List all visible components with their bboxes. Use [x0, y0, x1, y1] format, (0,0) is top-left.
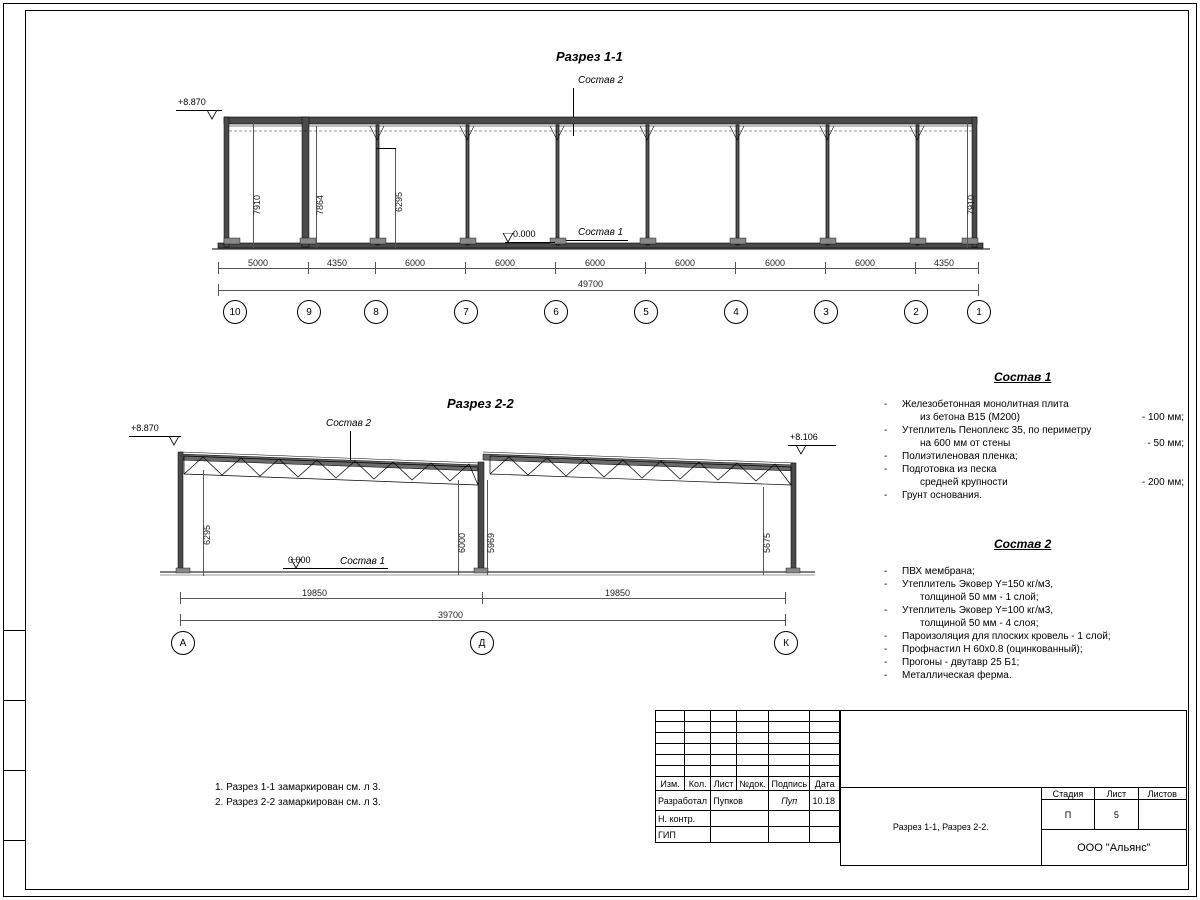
axis-bubble-10: 10: [223, 300, 247, 324]
spec1-bullet-4: -: [884, 451, 888, 462]
hdim2-1: 19850: [302, 588, 328, 598]
vdim-line-2: [316, 126, 317, 248]
section2-callout-top: Состав 2: [326, 418, 372, 429]
spec2-bullet-2: [884, 591, 920, 604]
spec1-text-1: из бетона В15 (М200): [920, 412, 1020, 423]
hdim-8: 6000: [855, 258, 876, 268]
spec1-bullet-0: -: [884, 399, 888, 410]
hdim-tick: [915, 262, 916, 274]
hdim-2: 4350: [327, 258, 348, 268]
vdim2-4: 5675: [762, 532, 772, 553]
stamp-header-ndok: №док.: [736, 777, 768, 791]
elev-arrow-5: [290, 559, 302, 569]
vdim2-line-4: [763, 487, 764, 575]
spec2-bullet-4: [884, 617, 920, 630]
stamp-header-list: Лист: [711, 777, 737, 791]
spec2-text-4: толщиной 50 мм - 4 слоя;: [920, 618, 1039, 629]
note-1: 1. Разрез 1-1 замаркирован см. л 3.: [215, 782, 381, 793]
hdim-3: 6000: [405, 258, 426, 268]
spec1-text-2: Утеплитель Пеноплекс 35, по периметру: [902, 425, 1092, 436]
section1-zero-elevation: 0.000: [513, 229, 536, 239]
hdim-tick: [555, 262, 556, 274]
axis-bubble-K: К: [774, 631, 798, 655]
spec1-bullet-2: -: [884, 425, 888, 436]
axis-bubble-9: 9: [297, 300, 321, 324]
stamp-sign-1: [769, 811, 810, 827]
hdim-total-line-1: [218, 290, 978, 291]
title-block: [655, 710, 1187, 888]
section2-title: Разрез 2-2: [447, 396, 514, 411]
vdim-tick-3: [376, 148, 396, 149]
elev-arrow-2: [502, 233, 514, 243]
stamp-role-2: ГИП: [656, 827, 711, 843]
notes-block: [215, 780, 381, 810]
axis-bubble-7: 7: [454, 300, 478, 324]
spec2-bullet-0: -: [884, 566, 888, 577]
callout-leader-bottom-2: [326, 568, 388, 569]
vdim-2: 7864: [315, 194, 325, 215]
hdim-4: 6000: [495, 258, 516, 268]
spec2-bullet-6: -: [884, 644, 888, 655]
lists-header: Листов: [1138, 788, 1186, 800]
vdim-line-4: [967, 122, 968, 248]
hdim2-tick: [785, 592, 786, 604]
section1-title: Разрез 1-1: [556, 49, 623, 64]
spec2-bullet-3: -: [884, 605, 888, 616]
spec2-list: [884, 565, 1184, 682]
stamp-header-kol: Кол.: [685, 777, 711, 791]
spec2-text-5: Пароизоляция для плоских кровель - 1 слой;: [902, 631, 1111, 642]
stamp-name-0: Пупков: [711, 791, 769, 811]
elev-arrow-3: [168, 436, 180, 446]
axis-bubble-2: 2: [904, 300, 928, 324]
vdim2-3: 5969: [486, 532, 496, 553]
vdim2-line-2: [458, 480, 459, 575]
hdim-tick: [825, 262, 826, 274]
sheet-title-text: Разрез 1-1, Разрез 2-2.: [841, 788, 1042, 866]
hdim-1: 5000: [248, 258, 269, 268]
stamp-role-1: Н. контр.: [656, 811, 711, 827]
section1-top-elevation: +8.870: [178, 97, 206, 107]
spec2-text-8: Металлическая ферма.: [902, 670, 1012, 681]
hdim-tick: [308, 262, 309, 274]
vdim-3: 6295: [394, 191, 404, 212]
spec1-text-0: Железобетонная монолитная плита: [902, 399, 1069, 410]
spec1-text-5: Подготовка из песка: [902, 464, 997, 475]
vdim-1: 7910: [252, 194, 262, 215]
hdim-9: 4350: [934, 258, 955, 268]
elev-arrow-1: [206, 110, 218, 120]
vdim2-1: 6295: [202, 524, 212, 545]
axis-bubble-8: 8: [364, 300, 388, 324]
stamp-sign-0: Пуп: [769, 791, 810, 811]
spec2-text-7: Прогоны - двутавр 25 Б1;: [902, 657, 1020, 668]
spec1-value-3: - 50 мм;: [1147, 438, 1184, 449]
section2-zero-elevation: 0.000: [288, 555, 311, 565]
section2-right-elevation: +8.106: [790, 432, 818, 442]
hdim-5: 6000: [585, 258, 606, 268]
hdim2-tick: [180, 592, 181, 604]
hdim-tick: [978, 262, 979, 274]
spec1-text-3: на 600 мм от стены: [920, 438, 1011, 449]
stamp-header-data: Дата: [810, 777, 840, 791]
hdim-7: 6000: [765, 258, 786, 268]
stamp-sign-2: [769, 827, 810, 843]
spec1-bullet-7: -: [884, 490, 888, 501]
spec2-text-0: ПВХ мембрана;: [902, 566, 975, 577]
hdim-total-tick: [978, 284, 979, 296]
fold-mark-2: [3, 700, 25, 701]
hdim-tick: [375, 262, 376, 274]
section2-drawing: [150, 432, 850, 592]
section1-callout-bottom: Состав 1: [578, 227, 624, 238]
sheets-total: [1138, 800, 1186, 830]
spec1-text-4: Полиэтиленовая пленка;: [902, 451, 1018, 462]
spec2-bullet-5: -: [884, 631, 888, 642]
stamp-date-2: [810, 827, 840, 843]
spec2-text-1: Утеплитель Эковер Y=150 кг/м3,: [902, 579, 1054, 590]
hdim-total-1: 49700: [578, 279, 604, 289]
fold-mark-3: [3, 770, 25, 771]
section2-left-elevation: +8.870: [131, 423, 159, 433]
hdim-tick: [735, 262, 736, 274]
spec2-text-6: Профнастил Н 60х0.8 (оцинкованный);: [902, 644, 1083, 655]
section2-callout-bottom: Состав 1: [340, 556, 386, 567]
vdim-4: 7910: [966, 194, 976, 215]
hdim-tick: [465, 262, 466, 274]
axis-bubble-3: 3: [814, 300, 838, 324]
company-name: ООО "Альянс": [1041, 830, 1186, 866]
spec1-bullet-3: [884, 437, 920, 450]
hdim2-total-line: [180, 620, 785, 621]
spec2-title: Состав 2: [994, 537, 1052, 551]
hdim2-total: 39700: [438, 610, 464, 620]
spec1-text-6: средней крупности: [920, 477, 1008, 488]
vdim2-line-1: [203, 470, 204, 576]
hdim-tick: [645, 262, 646, 274]
spec1-value-1: - 100 мм;: [1141, 412, 1184, 423]
callout-leader-bottom-1: [566, 240, 628, 241]
spec1-text-7: Грунт основания.: [902, 490, 982, 501]
axis-bubble-A: А: [171, 631, 195, 655]
spec2-bullet-8: -: [884, 670, 888, 681]
hdim2-total-tick: [785, 614, 786, 626]
revision-table: [655, 710, 840, 843]
spec1-list: [884, 398, 1184, 502]
list-header: Лист: [1095, 788, 1138, 800]
stamp-name-2: [711, 827, 769, 843]
axis-bubble-6: 6: [544, 300, 568, 324]
stamp-name-1: [711, 811, 769, 827]
note-2: 2. Разрез 2-2 замаркирован см. л 3.: [215, 797, 381, 808]
section1-callout-top: Состав 2: [578, 75, 624, 86]
stamp-date-1: [810, 811, 840, 827]
hdim2-total-tick: [180, 614, 181, 626]
axis-bubble-5: 5: [634, 300, 658, 324]
sheet-number: 5: [1095, 800, 1138, 830]
vdim2-line-3: [487, 480, 488, 575]
elev-arrow-4: [795, 445, 807, 455]
spec1-title: Состав 1: [994, 370, 1052, 384]
spec2-text-2: толщиной 50 мм - 1 слой;: [920, 592, 1039, 603]
spec1-bullet-1: [884, 411, 920, 424]
hdim-total-tick: [218, 284, 219, 296]
stamp-role-0: Разработал: [656, 791, 711, 811]
vdim-line-1: [253, 122, 254, 248]
spec2-text-3: Утеплитель Эковер Y=100 кг/м3,: [902, 605, 1054, 616]
spec1-bullet-6: [884, 476, 920, 489]
hdim2-tick: [482, 592, 483, 604]
axis-bubble-D: Д: [470, 631, 494, 655]
stamp-date-0: 10.18: [810, 791, 840, 811]
vdim2-2: 6000: [457, 532, 467, 553]
hdim-chain-1: [218, 268, 978, 269]
hdim-tick: [218, 262, 219, 274]
stage-header: Стадия: [1041, 788, 1094, 800]
fold-mark-4: [3, 840, 25, 841]
hdim-6: 6000: [675, 258, 696, 268]
spec2-bullet-7: -: [884, 657, 888, 668]
fold-mark-1: [3, 630, 25, 631]
stage-value: П: [1041, 800, 1094, 830]
axis-bubble-4: 4: [724, 300, 748, 324]
axis-bubble-1: 1: [967, 300, 991, 324]
spec1-bullet-5: -: [884, 464, 888, 475]
spec2-bullet-1: -: [884, 579, 888, 590]
spec1-value-6: - 200 мм;: [1141, 477, 1184, 488]
stamp-header-izm: Изм.: [656, 777, 685, 791]
stamp-header-podpis: Подпись: [769, 777, 810, 791]
sheet-title-table: [840, 710, 1187, 866]
hdim2-2: 19850: [605, 588, 631, 598]
